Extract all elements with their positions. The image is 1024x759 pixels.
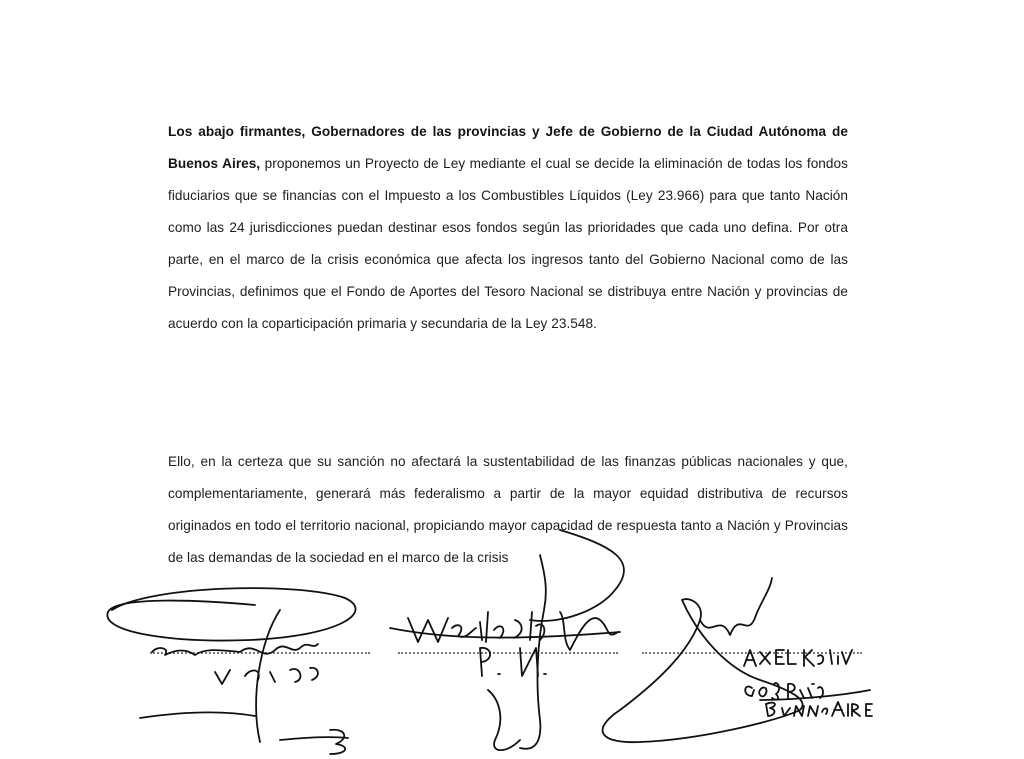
signature-3-drawing — [603, 578, 872, 742]
signature-line-2 — [398, 652, 618, 654]
signature-1-drawing — [107, 588, 355, 754]
paragraph-rationale: Ello, en la certeza que su sanción no afectará la sustentabilidad de las finanzas públicas nacionales y que, complementariamente, generará más federalismo a partir de la mayor equidad distributiva de recursos originados en todo el territorio nacional, propiciando mayor capacidad de respuesta tanto a Nación y Provincias de las demandas de la sociedad en el marco de la crisis — [168, 453, 848, 565]
paragraph-proposal-lead: Los abajo firmantes, Gobernadores de las provincias y Jefe de Gobierno de la Ciudad Autónoma de Buenos Aires, — [168, 123, 848, 171]
paragraph-proposal — [168, 116, 848, 340]
signature-line-1 — [150, 652, 370, 654]
signature-line-3 — [642, 652, 862, 654]
paragraph-proposal-body: proponemos un Proyecto de Ley mediante el cual se decide la eliminación de todas los fondos fiduciarios que se financias con el Impuesto a los Combustibles Líquidos (Ley 23.966) para que tanto Nación como las 24 jurisdicciones puedan destinar esos fondos según las prioridades que cada uno defina. Por otra parte, en el marco de la crisis económica que afecta los ingresos tanto del Gobierno Nacional como de las Provincias, definimos que el Fondo de Aportes del Tesoro Nacional se distribuya entre Nación y provincias de acuerdo con la coparticipación primaria y secundaria de la Ley 23.548. — [168, 155, 848, 331]
